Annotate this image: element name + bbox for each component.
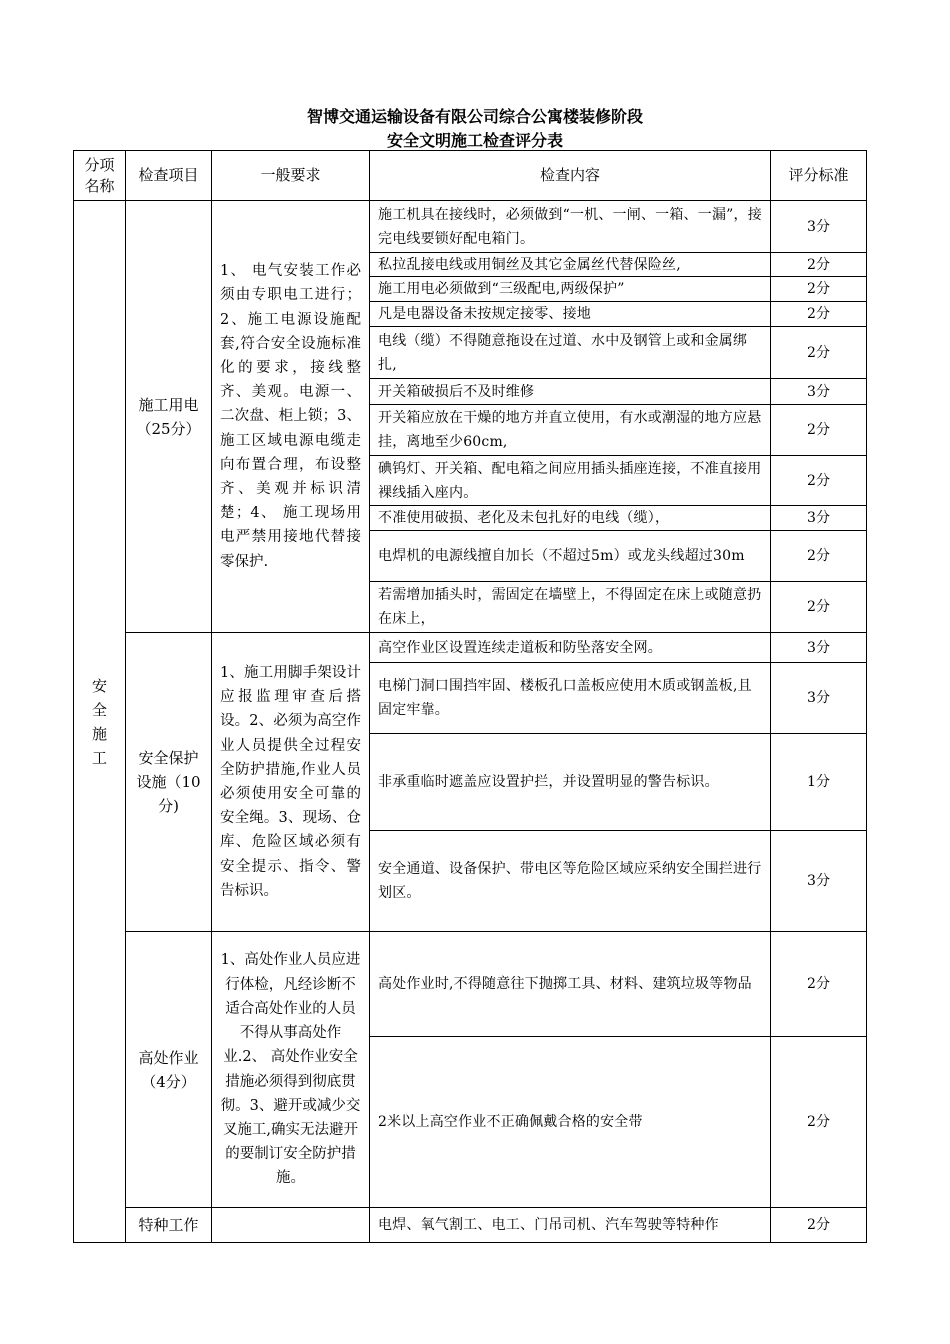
- score-standard: [770, 200, 867, 253]
- check-content: [369, 252, 771, 277]
- check-content-text: 施工机具在接线时，必须做到“一机、一闸、一箱、一漏”，接完电线要锁好配电箱门。: [378, 206, 762, 247]
- score-standard-text: 3分: [807, 873, 830, 889]
- check-content-text: 高处作业时,不得随意往下抛掷工具、材料、建筑垃圾等物品: [378, 976, 752, 992]
- score-standard: [770, 931, 867, 1037]
- score-standard: [770, 662, 867, 734]
- score-standard-text: 3分: [807, 218, 830, 235]
- score-standard-text: 2分: [807, 256, 830, 273]
- section-name: [125, 200, 212, 633]
- score-standard: [770, 581, 867, 633]
- check-content-text: 不准使用破损、老化及未包扎好的电线（缆），: [378, 510, 670, 526]
- section-name-text: 高处作业（4分）: [138, 1048, 199, 1091]
- section-name: [125, 632, 212, 932]
- score-standard-text: 2分: [807, 548, 830, 564]
- score-standard-text: 2分: [807, 1114, 830, 1130]
- check-content: [369, 1207, 771, 1243]
- score-standard-text: 2分: [807, 599, 830, 615]
- document-title: 智博交通运输设备有限公司综合公寓楼装修阶段: [306, 107, 643, 126]
- header-standard-text: 评分标准: [788, 166, 849, 184]
- check-content: [369, 505, 771, 531]
- check-content: [369, 200, 771, 253]
- check-content: [369, 733, 771, 831]
- score-standard-text: 3分: [807, 383, 830, 400]
- score-standard-text: 3分: [807, 639, 830, 656]
- score-standard-text: 2分: [807, 422, 830, 438]
- check-content-text: 非承重临时遮盖应设置护拦，并设置明显的警告标识。: [378, 774, 719, 790]
- check-content: [369, 404, 771, 456]
- check-content: [369, 455, 771, 506]
- section-name-text: 安全保护设施（10分): [136, 749, 201, 815]
- score-standard: [770, 404, 867, 456]
- check-content: [369, 276, 771, 302]
- score-standard-text: 2分: [807, 344, 830, 361]
- section-name: [125, 1207, 212, 1243]
- score-standard: [770, 632, 867, 663]
- check-content-text: 电线（缆）不得随意拖设在过道、水中及钢管上或和金属绑扎,: [378, 332, 748, 373]
- check-content-text: 私拉乱接电线或用铜丝及其它金属丝代替保险丝,: [378, 256, 681, 273]
- score-standard-text: 2分: [807, 1217, 830, 1233]
- check-content-text: 开关箱破损后不及时维修: [378, 383, 535, 400]
- section-name-text: 施工用电（25分）: [136, 395, 201, 438]
- check-content: [369, 530, 771, 582]
- header-item-text: 检查项目: [138, 166, 199, 184]
- header-content-text: 检查内容: [539, 166, 600, 184]
- check-content: [369, 830, 771, 932]
- check-content: [369, 326, 771, 379]
- score-standard: [770, 1207, 867, 1243]
- check-content: [369, 662, 771, 734]
- check-content-text: 施工用电必须做到“三级配电,两级保护”: [378, 281, 625, 297]
- score-standard: [770, 455, 867, 506]
- check-content-text: 开关箱应放在干燥的地方并直立使用，有水或潮湿的地方应悬挂，离地至少60cm,: [378, 410, 762, 450]
- check-content: [369, 378, 771, 405]
- header-content: [369, 150, 771, 201]
- check-content-text: 安全通道、设备保护、带电区等危险区域应采纳安全围拦进行划区。: [378, 861, 762, 901]
- document-subtitle: 安全文明施工检查评分表: [386, 131, 563, 150]
- section-name-text: 特种工作: [138, 1216, 199, 1234]
- score-standard-text: 2分: [807, 306, 830, 322]
- check-content-text: 凡是电器设备未按规定接零、接地: [378, 306, 591, 322]
- score-standard-text: 1分: [807, 774, 830, 790]
- header-requirements: [211, 150, 370, 201]
- header-category-text: 分项名称: [84, 155, 115, 195]
- section-requirements: 1、高处作业人员应进行体检，凡经诊断不适合高处作业的人员不得从事高处作业.2、 高处作业安全措施必须得到彻底贯彻。3、避开或减少交叉施工,确实无法避开的要制订安全防护措施。: [211, 931, 370, 1208]
- check-content: [369, 1036, 771, 1208]
- header-category: [73, 150, 126, 201]
- check-content-text: 高空作业区设置连续走道板和防坠落安全网。: [378, 639, 662, 656]
- score-standard-text: 2分: [807, 472, 830, 489]
- score-standard: [770, 326, 867, 379]
- category-cell: [73, 200, 126, 1243]
- score-standard: [770, 830, 867, 932]
- score-standard-text: 3分: [807, 510, 830, 526]
- check-content-text: 碘钨灯、开关箱、配电箱之间应用插头插座连接，不准直接用裸线插入座内。: [378, 460, 762, 501]
- score-standard: [770, 1036, 867, 1208]
- section-requirements: 1、 电气安装工作必须由专职电工进行；2、施工电源设施配套,符合安全设施标准化的要求，接线整齐、美观。电源一、二次盘、柜上锁；3、施工区域电源电缆走向布置合理，布设整齐、美观并标识清楚；4、 施工现场用电严禁用接地代替接零保护.: [211, 200, 370, 633]
- check-content-text: 若需增加插头时，需固定在墙壁上，不得固定在床上或随意扔在床上，: [378, 587, 762, 627]
- score-standard: [770, 252, 867, 277]
- check-content-text: 2米以上高空作业不正确佩戴合格的安全带: [378, 1114, 643, 1130]
- score-standard: [770, 301, 867, 327]
- score-standard: [770, 505, 867, 531]
- score-standard-text: 2分: [807, 976, 830, 992]
- score-standard-text: 2分: [807, 281, 830, 297]
- score-standard-text: 3分: [807, 690, 830, 706]
- check-content: [369, 581, 771, 633]
- check-content: [369, 931, 771, 1037]
- header-requirements-text: 一般要求: [260, 166, 321, 184]
- header-item: [125, 150, 212, 201]
- score-standard: [770, 276, 867, 302]
- check-content-text: 电梯门洞口围挡牢固、楼板孔口盖板应使用木质或钢盖板,且固定牢靠。: [378, 678, 752, 718]
- check-content-text: 电焊、氧气割工、电工、门吊司机、汽车驾驶等特种作: [378, 1217, 719, 1233]
- section-name: [125, 931, 212, 1208]
- header-standard: [770, 150, 867, 201]
- category-cell-text: 安全施工: [91, 676, 107, 767]
- check-content-text: 电焊机的电源线擅自加长（不超过5m）或龙头线超过30m: [378, 548, 745, 564]
- check-content: [369, 301, 771, 327]
- check-content: [369, 632, 771, 663]
- section-requirements: 1、施工用脚手架设计应报监理审查后搭设。2、必须为高空作业人员提供全过程安全防护措施,作业人员必须使用安全可靠的安全绳。3、现场、仓库、危险区域必须有安全提示、指令、警告标识。: [211, 632, 370, 932]
- score-standard: [770, 530, 867, 582]
- section-requirements: [211, 1207, 370, 1243]
- score-standard: [770, 733, 867, 831]
- score-standard: [770, 378, 867, 405]
